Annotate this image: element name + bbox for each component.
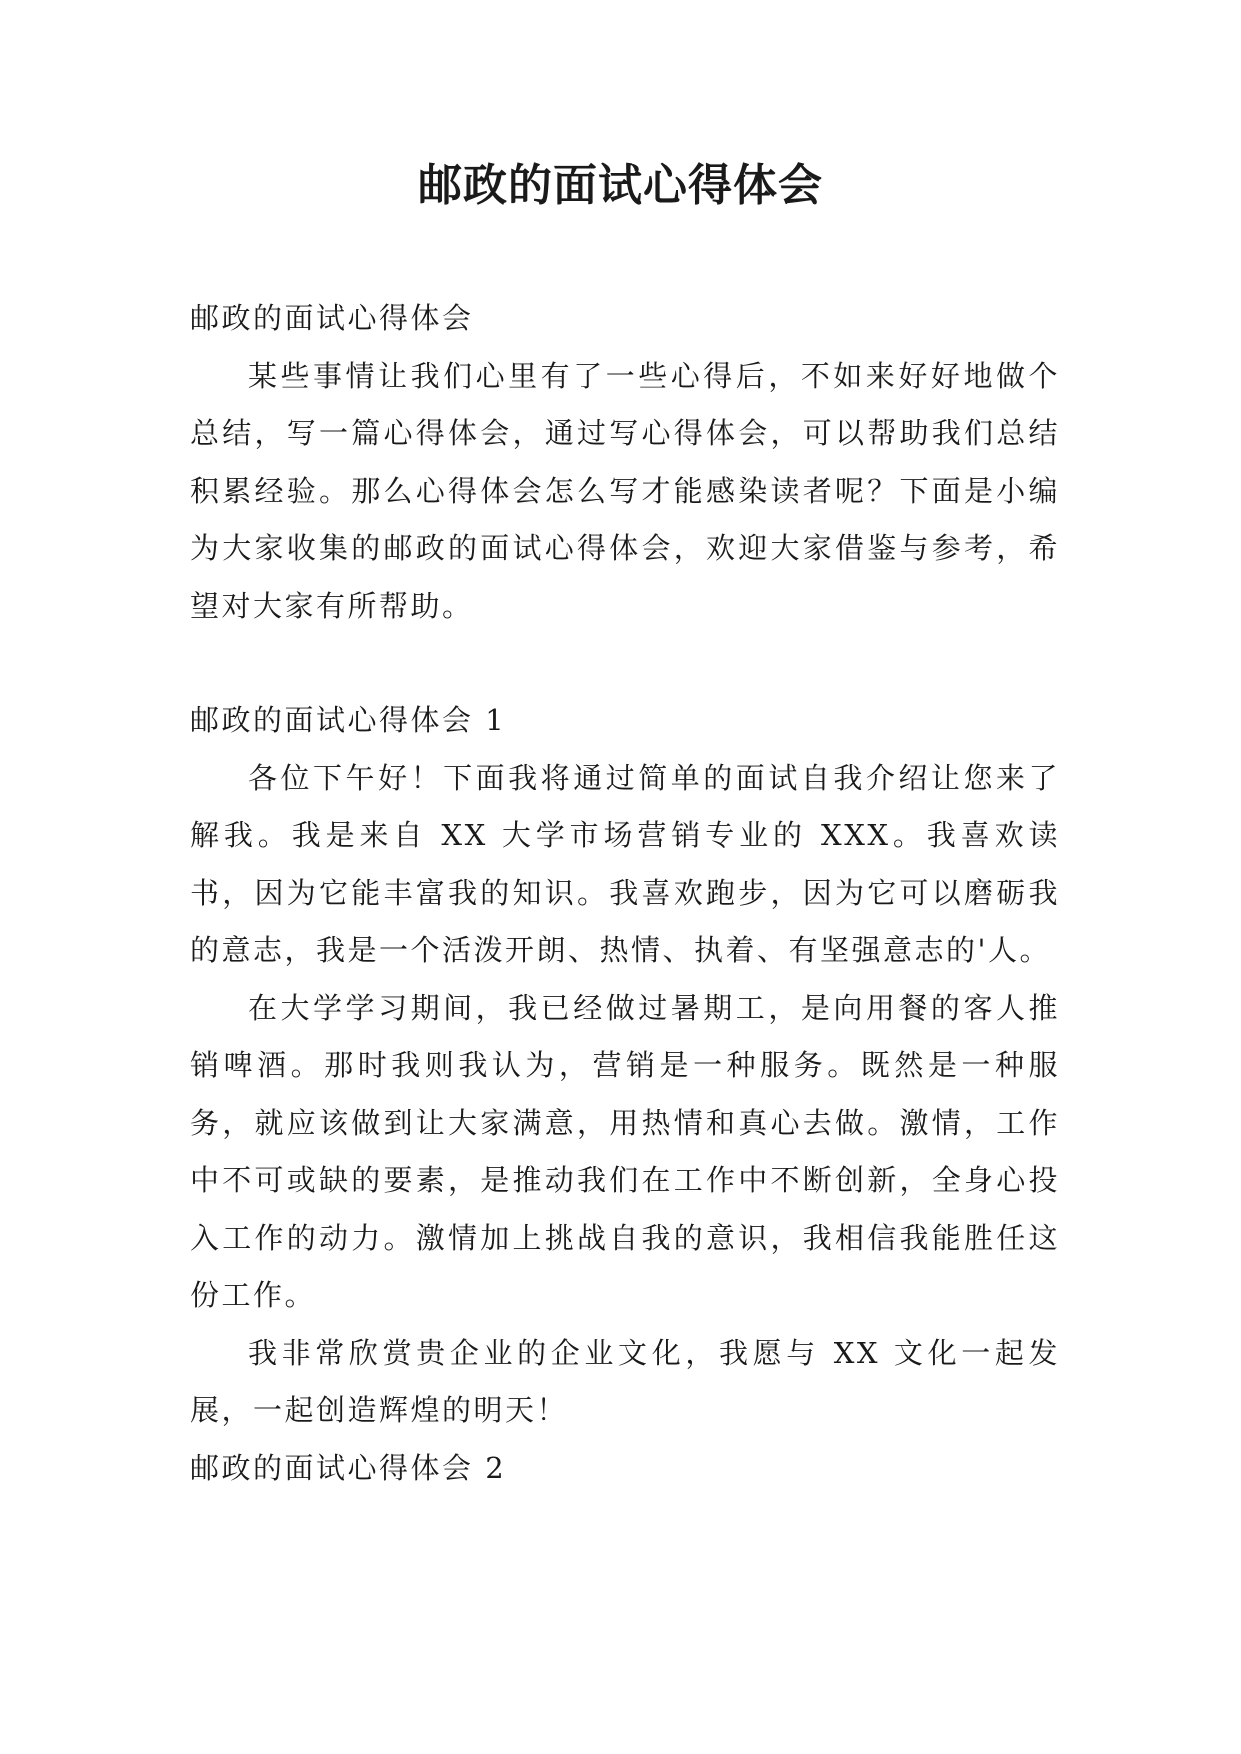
section-2-heading: 邮政的面试心得体会 2 <box>190 1450 507 1485</box>
section-1-paragraph-2: 在大学学习期间，我已经做过暑期工，是向用餐的客人推销啤酒。那时我则我认为，营销是一种服务。既然是一种服务，就应该做到让大家满意，用热情和真心去做。激情，工作中不可或缺的要素，是推动我们在工作中不断创新，全身心投入工作的动力。激情加上挑战自我的意识，我相信我能胜任这份工作。 <box>190 990 1060 1312</box>
intro-paragraph: 某些事情让我们心里有了一些心得后，不如来好好地做个总结，写一篇心得体会，通过写心得体会，可以帮助我们总结积累经验。那么心得体会怎么写才能感染读者呢？下面是小编为大家收集的邮政的面试心得体会，欢迎大家借鉴与参考，希望对大家有所帮助。 <box>190 358 1060 623</box>
intro-heading: 邮政的面试心得体会 <box>190 301 474 335</box>
section-1-paragraph-3: 我非常欣赏贵企业的企业文化，我愿与 XX 文化一起发展，一起创造辉煌的明天！ <box>190 1335 1060 1427</box>
page-title: 邮政的面试心得体会 <box>418 160 823 211</box>
section-1-paragraph-1: 各位下午好！下面我将通过简单的面试自我介绍让您来了解我。我是来自 XX 大学市场营销专业的 XXX。我喜欢读书，因为它能丰富我的知识。我喜欢跑步，因为它可以磨砺我的意志，我是一个活泼开朗、热情、执着、有坚强意志的'人。 <box>190 760 1060 967</box>
document-body <box>190 290 1060 1497</box>
section-1-heading: 邮政的面试心得体会 1 <box>190 703 507 737</box>
